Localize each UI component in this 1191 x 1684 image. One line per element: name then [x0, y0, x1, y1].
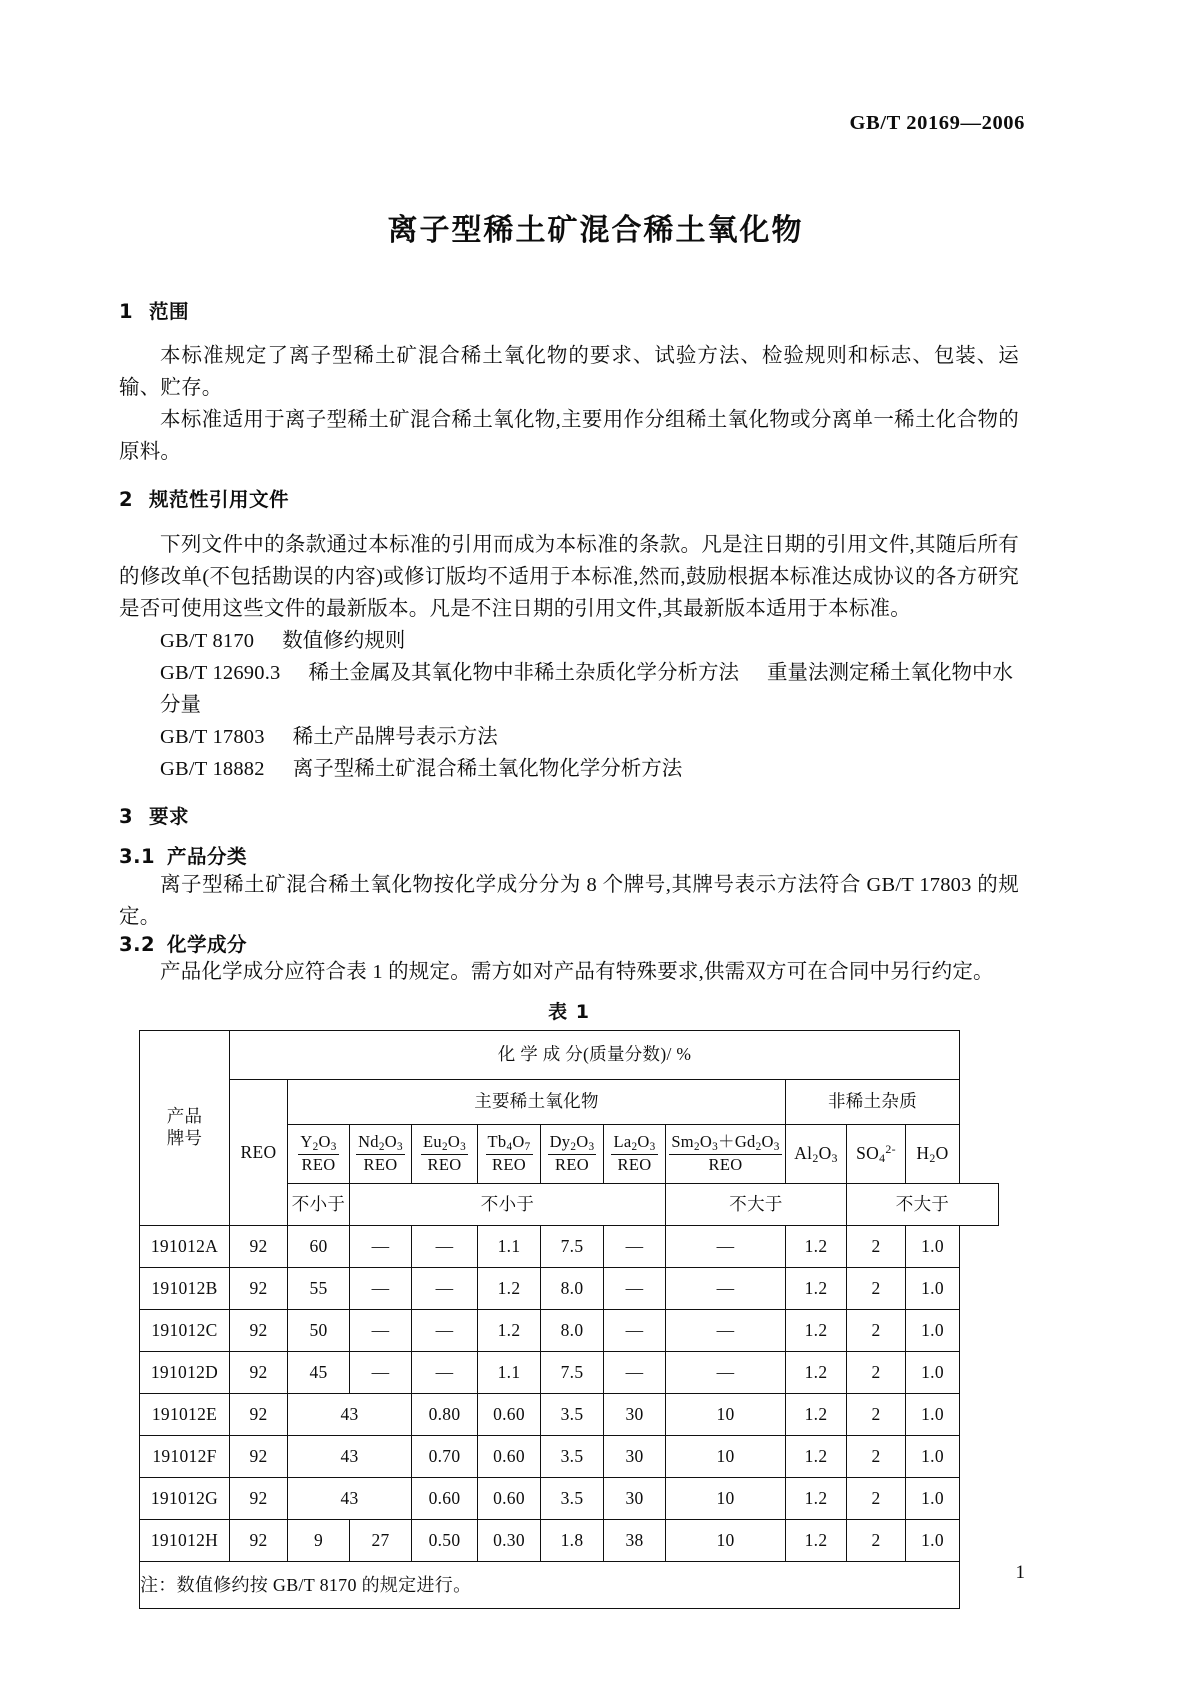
- cell-h2o: 1.0: [906, 1477, 960, 1519]
- cell-so4: 2: [847, 1393, 906, 1435]
- cell-so4: 2: [847, 1225, 906, 1267]
- cell-la2o3: —: [604, 1309, 666, 1351]
- cell-y2o3: 50: [288, 1309, 350, 1351]
- cell-nd2o3: —: [350, 1309, 412, 1351]
- clause-3-2-paragraph-1: 产品化学成分应符合表 1 的规定。需方如对产品有特殊要求,供需双方可在合同中另行约定。: [160, 960, 994, 983]
- cell-tb4o7: 0.60: [478, 1435, 541, 1477]
- cell-brand: 191012F: [140, 1435, 230, 1477]
- cell-la2o3: —: [604, 1351, 666, 1393]
- table-caption: 表 1: [548, 1000, 590, 1023]
- cell-tb4o7: 1.1: [478, 1351, 541, 1393]
- cell-y2o3-nd2o3-merged: 43: [288, 1477, 412, 1519]
- cell-dy2o3: 8.0: [541, 1267, 604, 1309]
- header-brand-line1: 产品: [166, 1106, 203, 1127]
- cell-sm2o3-gd2o3: —: [666, 1309, 786, 1351]
- cell-dy2o3: 3.5: [541, 1393, 604, 1435]
- cell-sm2o3-gd2o3: —: [666, 1351, 786, 1393]
- cell-reo: 92: [230, 1309, 288, 1351]
- cell-al2o3: 1.2: [786, 1267, 847, 1309]
- clause-heading-3-1: [119, 845, 1019, 868]
- clause-title-3-1: 产品分类: [167, 845, 248, 869]
- reference-title: 稀土产品牌号表示方法: [292, 725, 498, 748]
- cell-h2o: 1.0: [906, 1435, 960, 1477]
- header-cell-formula-sm2o3-gd2o3: [666, 1124, 786, 1183]
- table-row: [140, 1477, 999, 1519]
- cell-brand: 191012B: [140, 1267, 230, 1309]
- limit-label-la-sm: 不大于: [666, 1183, 847, 1225]
- table-row: [140, 1351, 999, 1393]
- cell-h2o: 1.0: [906, 1351, 960, 1393]
- cell-eu2o3: —: [412, 1351, 478, 1393]
- fraction-tb4o7-reo: $\frac{Tb_4O_7}{\text{REO}}$: [487, 1132, 531, 1175]
- cell-sm2o3-gd2o3: 10: [666, 1477, 786, 1519]
- clause-heading-3: [119, 805, 1019, 828]
- cell-h2o: 1.0: [906, 1309, 960, 1351]
- header-cell-al2o3: $Al_2O_3$: [786, 1124, 847, 1183]
- cell-reo: 92: [230, 1225, 288, 1267]
- table-row: [140, 1225, 999, 1267]
- header-cell-formula-tb4o7: [478, 1124, 541, 1183]
- table-header-row: [140, 1030, 999, 1079]
- header-cell-group-impurity: 非稀土杂质: [786, 1079, 960, 1124]
- cell-so4: 2: [847, 1267, 906, 1309]
- cell-al2o3: 1.2: [786, 1225, 847, 1267]
- fraction-eu2o3-reo: $\frac{Eu_2O_3}{\text{REO}}$: [423, 1132, 466, 1175]
- cell-y2o3: 60: [288, 1225, 350, 1267]
- cell-dy2o3: 8.0: [541, 1309, 604, 1351]
- table-row: [140, 1309, 999, 1351]
- cell-reo: 92: [230, 1519, 288, 1561]
- header-cell-group-main-oxides: 主要稀土氧化物: [288, 1079, 786, 1124]
- table-row: [140, 1519, 999, 1561]
- cell-tb4o7: 1.2: [478, 1267, 541, 1309]
- cell-y2o3: 9: [288, 1519, 350, 1561]
- cell-la2o3: 30: [604, 1477, 666, 1519]
- cell-al2o3: 1.2: [786, 1351, 847, 1393]
- cell-h2o: 1.0: [906, 1519, 960, 1561]
- cell-so4: 2: [847, 1477, 906, 1519]
- fraction-sm2o3-gd2o3-reo: $\frac{Sm_2O_3+Gd_2O_3}{\text{REO}}$: [671, 1132, 780, 1175]
- cell-y2o3: 55: [288, 1267, 350, 1309]
- cell-eu2o3: 0.50: [412, 1519, 478, 1561]
- clause-heading-2: [119, 488, 1019, 511]
- clause-1-paragraph-2: 本标准适用于离子型稀土矿混合稀土氧化物,主要用作分组稀土氧化物或分离单一稀土化合物的原料。: [119, 409, 1019, 464]
- cell-nd2o3: —: [350, 1225, 412, 1267]
- cell-eu2o3: —: [412, 1225, 478, 1267]
- table-header-row: [140, 1079, 999, 1124]
- reference-title-part2: 重量法测定稀土氧化物中水分量: [160, 661, 1013, 716]
- cell-tb4o7: 1.1: [478, 1225, 541, 1267]
- cell-y2o3: 45: [288, 1351, 350, 1393]
- cell-al2o3: 1.2: [786, 1309, 847, 1351]
- cell-al2o3: 1.2: [786, 1435, 847, 1477]
- fraction-la2o3-reo: $\frac{La_2O_3}{\text{REO}}$: [613, 1132, 656, 1175]
- cell-reo: 92: [230, 1435, 288, 1477]
- cell-so4: 2: [847, 1519, 906, 1561]
- header-cell-formula-nd2o3: [350, 1124, 412, 1183]
- cell-tb4o7: 1.2: [478, 1309, 541, 1351]
- table-row: [140, 1267, 999, 1309]
- cell-brand: 191012C: [140, 1309, 230, 1351]
- cell-nd2o3: 27: [350, 1519, 412, 1561]
- header-cell-formula-eu2o3: [412, 1124, 478, 1183]
- cell-nd2o3: —: [350, 1351, 412, 1393]
- cell-so4: 2: [847, 1435, 906, 1477]
- reference-title: 稀土金属及其氧化物中非稀土杂质化学分析方法: [308, 661, 739, 684]
- cell-brand: 191012G: [140, 1477, 230, 1519]
- cell-al2o3: 1.2: [786, 1393, 847, 1435]
- page-number: 1: [1015, 1562, 1025, 1583]
- cell-reo: 92: [230, 1351, 288, 1393]
- cell-eu2o3: 0.70: [412, 1435, 478, 1477]
- cell-y2o3-nd2o3-merged: 43: [288, 1435, 412, 1477]
- cell-brand: 191012A: [140, 1225, 230, 1267]
- reference-code: GB/T 17803: [160, 725, 265, 748]
- table-row: [140, 1435, 999, 1477]
- cell-sm2o3-gd2o3: 10: [666, 1435, 786, 1477]
- reference-title: 数值修约规则: [282, 629, 406, 652]
- limit-label-main: 不小于: [350, 1183, 666, 1225]
- cell-y2o3-nd2o3-merged: 43: [288, 1393, 412, 1435]
- clause-heading-1: [119, 300, 1019, 323]
- cell-so4: 2: [847, 1351, 906, 1393]
- fraction-nd2o3-reo: $\frac{Nd_2O_3}{\text{REO}}$: [358, 1132, 403, 1175]
- normative-reference-item: [119, 625, 1019, 657]
- cell-h2o: 1.0: [906, 1225, 960, 1267]
- cell-sm2o3-gd2o3: 10: [666, 1519, 786, 1561]
- clause-title-2: 规范性引用文件: [149, 488, 290, 512]
- reference-code: GB/T 12690.3: [160, 661, 281, 684]
- cell-eu2o3: 0.60: [412, 1477, 478, 1519]
- cell-dy2o3: 7.5: [541, 1351, 604, 1393]
- cell-h2o: 1.0: [906, 1267, 960, 1309]
- clause-1-paragraph-1: 本标准规定了离子型稀土矿混合稀土氧化物的要求、试验方法、检验规则和标志、包装、运输、贮存。: [119, 345, 1019, 400]
- cell-sm2o3-gd2o3: 10: [666, 1393, 786, 1435]
- clause-title-3: 要求: [149, 804, 190, 828]
- header-cell-so4: $SO_4^{2-}$: [847, 1124, 906, 1183]
- cell-reo: 92: [230, 1477, 288, 1519]
- chemical-composition-table: [139, 1030, 999, 1609]
- clause-number-1: 1: [119, 300, 134, 323]
- cell-eu2o3: —: [412, 1309, 478, 1351]
- cell-dy2o3: 3.5: [541, 1435, 604, 1477]
- header-cell-formula-la2o3: [604, 1124, 666, 1183]
- reference-code: GB/T 8170: [160, 629, 255, 652]
- cell-sm2o3-gd2o3: —: [666, 1267, 786, 1309]
- cell-dy2o3: 7.5: [541, 1225, 604, 1267]
- table-note-row: [140, 1561, 999, 1608]
- cell-brand: 191012H: [140, 1519, 230, 1561]
- document-body: [119, 300, 1019, 1609]
- limit-label-reo: 不小于: [288, 1183, 350, 1225]
- page-title: 离子型稀土矿混合稀土氧化物: [387, 213, 804, 248]
- cell-la2o3: —: [604, 1267, 666, 1309]
- cell-la2o3: 30: [604, 1435, 666, 1477]
- normative-reference-item: [119, 721, 1019, 753]
- limit-label-impurity: 不大于: [847, 1183, 999, 1225]
- table-note: 注：数值修约按 GB/T 8170 的规定进行。: [140, 1561, 960, 1608]
- clause-number-3-1: 3.1: [119, 845, 156, 869]
- header-cell-brand: [140, 1030, 230, 1225]
- cell-eu2o3: 0.80: [412, 1393, 478, 1435]
- fraction-y2o3-reo: $\frac{Y_2O_3}{\text{REO}}$: [300, 1132, 337, 1175]
- reference-code: GB/T 18882: [160, 757, 265, 780]
- table-row: [140, 1393, 999, 1435]
- clause-number-2: 2: [119, 488, 134, 512]
- cell-tb4o7: 0.60: [478, 1477, 541, 1519]
- cell-eu2o3: —: [412, 1267, 478, 1309]
- clause-number-3: 3: [119, 804, 134, 828]
- header-cell-composition-span: 化 学 成 分(质量分数)/ %: [230, 1030, 960, 1079]
- running-header-standard-number: GB/T 20169—2006: [849, 112, 1025, 134]
- cell-al2o3: 1.2: [786, 1519, 847, 1561]
- clause-number-3-2: 3.2: [119, 932, 156, 956]
- cell-la2o3: —: [604, 1225, 666, 1267]
- header-cell-h2o: $H_2O$: [906, 1124, 960, 1183]
- clause-heading-3-2: [119, 933, 1019, 956]
- clause-3-1-paragraph-1: 离子型稀土矿混合稀土氧化物按化学成分分为 8 个牌号,其牌号表示方法符合 GB/T 17803 的规定。: [119, 873, 1019, 928]
- normative-reference-item: [119, 753, 1019, 785]
- header-brand-line2: 牌号: [166, 1127, 203, 1148]
- cell-brand: 191012D: [140, 1351, 230, 1393]
- cell-tb4o7: 0.30: [478, 1519, 541, 1561]
- normative-reference-item: [119, 657, 1019, 721]
- header-cell-formula-y2o3: [288, 1124, 350, 1183]
- cell-dy2o3: 3.5: [541, 1477, 604, 1519]
- cell-dy2o3: 1.8: [541, 1519, 604, 1561]
- clause-2-paragraph-1: 下列文件中的条款通过本标准的引用而成为本标准的条款。凡是注日期的引用文件,其随后所有的修改单(不包括勘误的内容)或修订版均不适用于本标准,然而,鼓励根据本标准达成协议的各方研究是否可使用这些文件的最新版本。凡是不注日期的引用文件,其最新版本适用于本标准。: [119, 533, 1019, 620]
- cell-reo: 92: [230, 1393, 288, 1435]
- cell-la2o3: 30: [604, 1393, 666, 1435]
- reference-title: 离子型稀土矿混合稀土氧化物化学分析方法: [292, 757, 683, 780]
- clause-title-3-2: 化学成分: [167, 932, 248, 956]
- fraction-dy2o3-reo: $\frac{Dy_2O_3}{\text{REO}}$: [549, 1132, 595, 1175]
- cell-al2o3: 1.2: [786, 1477, 847, 1519]
- cell-h2o: 1.0: [906, 1393, 960, 1435]
- cell-tb4o7: 0.60: [478, 1393, 541, 1435]
- cell-sm2o3-gd2o3: —: [666, 1225, 786, 1267]
- header-cell-reo: REO: [230, 1079, 288, 1225]
- cell-nd2o3: —: [350, 1267, 412, 1309]
- cell-so4: 2: [847, 1309, 906, 1351]
- clause-title-1: 范围: [149, 300, 190, 323]
- header-cell-formula-dy2o3: [541, 1124, 604, 1183]
- cell-reo: 92: [230, 1267, 288, 1309]
- cell-brand: 191012E: [140, 1393, 230, 1435]
- cell-la2o3: 38: [604, 1519, 666, 1561]
